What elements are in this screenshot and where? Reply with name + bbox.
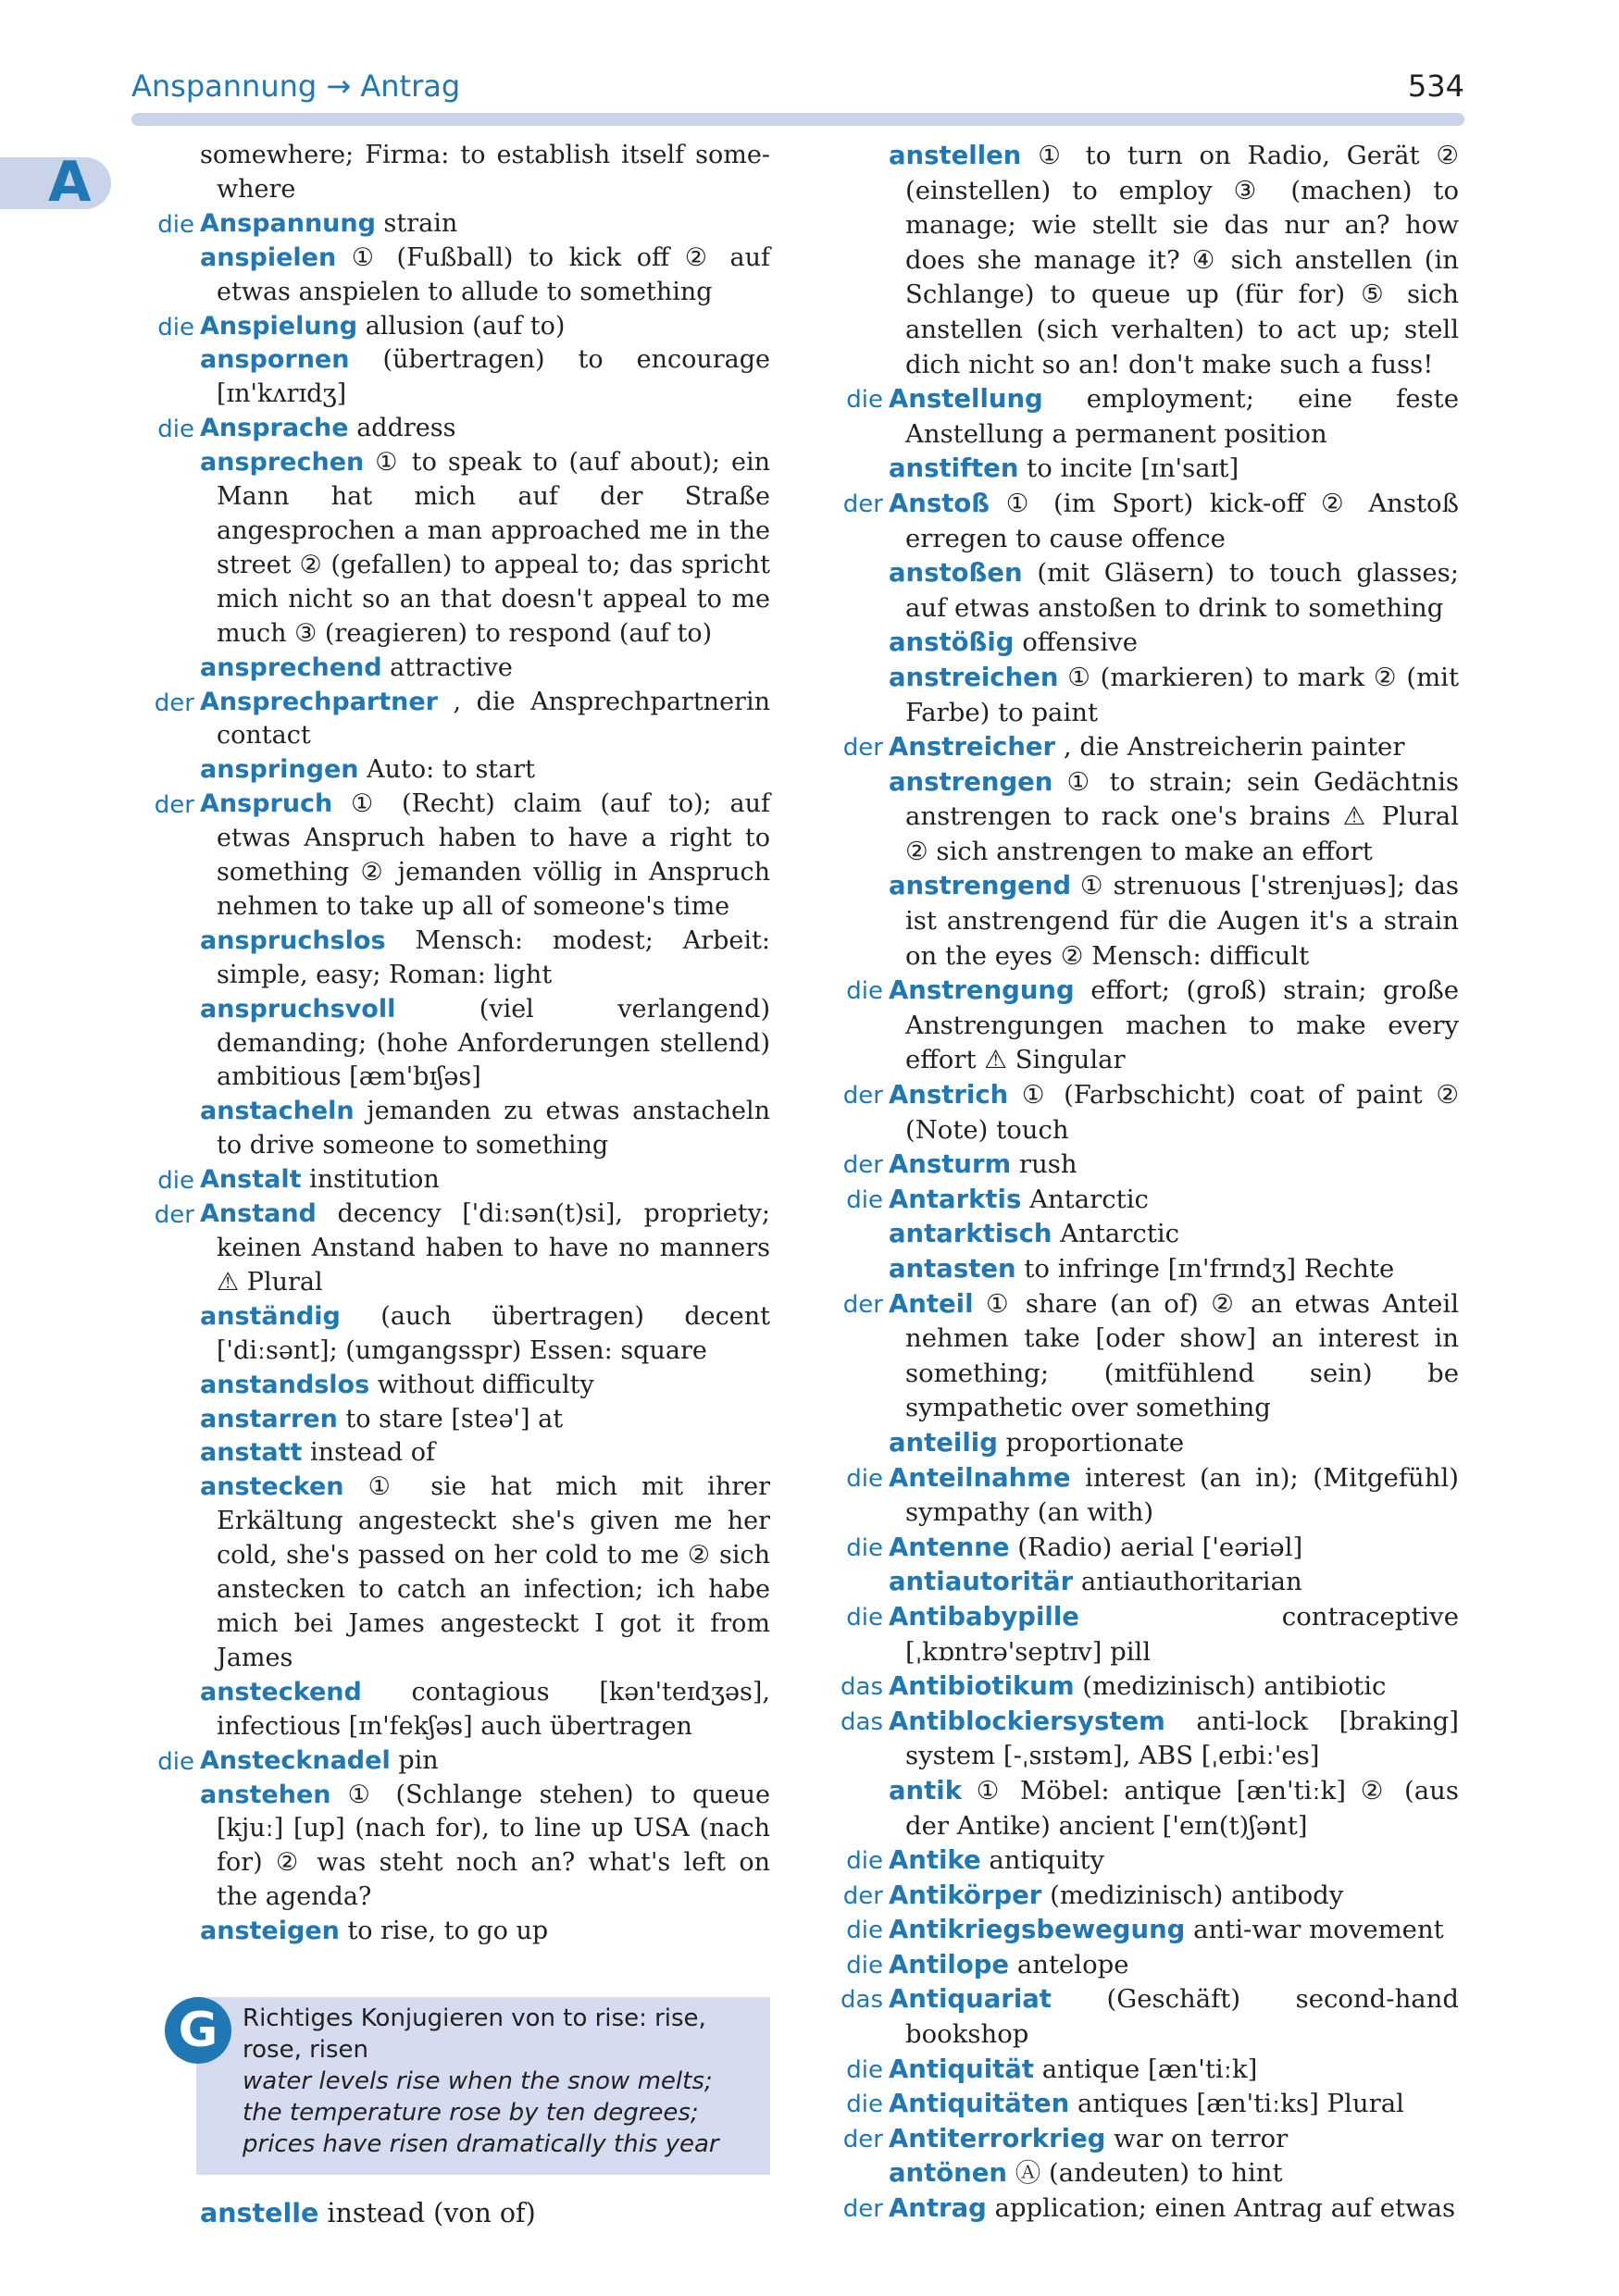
article: das — [841, 1707, 883, 1736]
headword: anstandslos — [200, 1370, 370, 1399]
dictionary-entry — [820, 1426, 1459, 1461]
dictionary-entry — [131, 1095, 770, 1163]
definition: offensive — [1022, 627, 1138, 658]
headword: Anspielung — [200, 311, 358, 341]
headword: Antrag — [889, 2193, 987, 2224]
entry-body — [889, 1183, 1459, 1218]
definition: institution — [309, 1165, 440, 1195]
definition: (medizinisch) antibody — [1050, 1880, 1344, 1910]
article: die — [846, 1603, 883, 1632]
entry-body — [889, 765, 1459, 870]
definition: ① strenuous ['strenjuəs]; das ist anstrengend für die Augen it's a strain on the eyes ② Mensch: difficult — [905, 871, 1459, 971]
definition: (Radio) aerial ['eəriəl] — [1017, 1532, 1303, 1562]
article: der — [842, 2125, 883, 2153]
definition: effort; (groß) strain; große Anstrengungen machen to make every effort ⚠ Singular — [905, 975, 1459, 1075]
dictionary-entry — [820, 382, 1459, 452]
headword: Anstand — [200, 1199, 317, 1229]
definition: ① share (an of) ② an etwas Anteil nehmen take [oder show] an interest in something; (mitfühlend sein) be sympathetic over something — [905, 1288, 1459, 1423]
article: die — [846, 1185, 883, 1214]
dictionary-entry — [131, 2195, 770, 2231]
headword: anspruchsvoll — [200, 994, 396, 1024]
dictionary-entry — [820, 765, 1459, 870]
entry-body — [200, 788, 770, 925]
grammar-example: water levels rise when the snow melts; — [243, 2067, 713, 2095]
definition: ① (im Sport) kick-off ② Anstoß erregen to cause offence — [905, 488, 1459, 553]
dictionary-entry — [820, 1948, 1459, 1983]
entry-body — [889, 1252, 1459, 1287]
entry-body — [889, 1565, 1459, 1600]
article: der — [154, 791, 194, 820]
entry-body — [889, 1148, 1459, 1183]
headword: Anstalt — [200, 1165, 302, 1195]
entry-body — [889, 1217, 1459, 1252]
headword: ansprechend — [200, 652, 382, 682]
grammar-example: the temperature rose by ten degrees; — [243, 2099, 699, 2127]
headword: Anstoß — [889, 488, 990, 518]
definition: pin — [398, 1745, 439, 1775]
definition: ① Möbel: antique [æn'tiːk] ② (aus der Antike) ancient ['eɪn(t)ʃənt] — [905, 1775, 1459, 1841]
entry-body — [889, 139, 1459, 382]
dictionary-entry — [131, 1676, 770, 1744]
entry-body — [200, 925, 770, 993]
definition: jemanden zu etwas anstacheln to drive someone to something — [217, 1097, 770, 1160]
entry-body — [889, 1287, 1459, 1426]
dictionary-entry — [131, 652, 770, 686]
headword: Anteilnahme — [889, 1462, 1071, 1493]
definition: somewhere; Firma: to establish itself some-where — [200, 141, 770, 204]
headword: Anspruch — [200, 789, 333, 819]
dictionary-entry — [131, 686, 770, 754]
entry-body — [889, 1078, 1459, 1148]
headword: Anstecknadel — [200, 1745, 391, 1775]
entry-body — [200, 412, 770, 446]
entry-body — [889, 661, 1459, 730]
definition: interest (an in); (Mitgefühl) sympathy (an with) — [905, 1462, 1459, 1528]
dictionary-entry — [820, 1774, 1459, 1843]
article: die — [157, 313, 194, 341]
headword: antik — [889, 1775, 962, 1806]
dictionary-entry — [820, 2087, 1459, 2122]
dictionary-entry — [820, 1078, 1459, 1148]
page-header — [131, 65, 1464, 118]
entry-body — [889, 1531, 1459, 1566]
definition: Mensch: modest; Arbeit: simple, easy; Roman: light — [217, 925, 770, 989]
headword: anstreichen — [889, 662, 1059, 692]
article: der — [842, 734, 883, 763]
grammar-intro: Richtiges Konjugieren von to rise: rise, rose, risen — [243, 2004, 706, 2064]
entry-body — [889, 487, 1459, 556]
definition: strain — [383, 208, 458, 238]
headword: anspielen — [200, 242, 337, 272]
definition: attractive — [390, 652, 513, 682]
entry-body — [889, 1879, 1459, 1914]
headword: Antiquität — [889, 2054, 1034, 2084]
article: der — [842, 1082, 883, 1111]
headword: Antibiotikum — [889, 1671, 1075, 1702]
entry-body — [889, 974, 1459, 1078]
definition: ① (markieren) to mark ② (mit Farbe) to paint — [905, 662, 1459, 727]
dictionary-entry — [820, 487, 1459, 556]
headword: Antiquitäten — [889, 2089, 1070, 2119]
entry-body — [889, 2122, 1459, 2157]
dictionary-entry — [131, 925, 770, 993]
article: der — [842, 1290, 883, 1319]
left-tail-entry — [131, 2195, 770, 2231]
headword: Anstrich — [889, 1080, 1009, 1111]
dictionary-entry — [131, 1163, 770, 1198]
article: die — [157, 210, 194, 239]
definition: antelope — [1016, 1949, 1129, 1980]
article: der — [842, 1151, 883, 1180]
dictionary-entry — [820, 2156, 1459, 2191]
definition: (Geschäft) second-hand bookshop — [905, 1984, 1459, 2050]
entry-body — [889, 1705, 1459, 1774]
entry-body — [200, 1198, 770, 1300]
article: die — [846, 386, 883, 415]
dictionary-entry — [131, 310, 770, 344]
definition: anti-lock [braking] system [-ˌsɪstəm], ABS [ˌeɪbiː'es] — [905, 1706, 1459, 1771]
definition: Auto: to start — [367, 755, 536, 785]
entry-body — [889, 1600, 1459, 1669]
headword: Antike — [889, 1845, 981, 1876]
definition: to rise, to go up — [347, 1917, 549, 1946]
definition: antiques [æn'tiːks] Plural — [1077, 2089, 1404, 2119]
headword: anstehen — [200, 1780, 331, 1809]
headword: Antilope — [889, 1949, 1010, 1980]
dictionary-entry — [131, 753, 770, 788]
headword: Anspannung — [200, 208, 376, 238]
right-column — [820, 139, 1459, 2227]
entry-body — [889, 2156, 1459, 2191]
dictionary-entry — [820, 626, 1459, 661]
definition: Antarctic — [1060, 1219, 1180, 1249]
headword: anstelle — [200, 2198, 319, 2228]
definition: ① to turn on Radio, Gerät ② (einstellen) to employ ③ (machen) to manage; wie stellt sie das nur an? how does she manage it? ④ sich anstellen (in Schlange) to queue up (für for) ⑤ sich anstellen (sich verhalten) to act up; stell dich nicht so an! don't make such a fuss! — [905, 141, 1460, 379]
headword: anspruchslos — [200, 925, 386, 955]
dictionary-entry — [131, 1915, 770, 1949]
grammar-example: prices have risen dramatically this year — [243, 2130, 719, 2158]
headword: anstellen — [889, 141, 1022, 170]
definition: allusion (auf to) — [365, 311, 566, 341]
headword: antarktisch — [889, 1219, 1052, 1249]
headword: Antenne — [889, 1532, 1010, 1562]
article: die — [846, 1951, 883, 1980]
grammar-icon: G — [165, 1997, 231, 2064]
article: das — [841, 1673, 883, 1702]
entry-body — [200, 1744, 770, 1779]
dictionary-entry — [820, 1705, 1459, 1774]
definition: address — [356, 414, 456, 443]
definition: ① to speak to (auf about); ein Mann hat mich auf der Straße angesprochen a man approached me in the street ② (gefallen) to appeal to; das spricht mich nicht so an that doesn't appeal to me much ③ (reagieren) to respond (auf to) — [217, 448, 770, 648]
headword: anstarren — [200, 1404, 338, 1433]
entry-body — [200, 139, 770, 207]
dictionary-entry — [820, 661, 1459, 730]
article: die — [846, 2055, 883, 2084]
dictionary-entry — [131, 993, 770, 1096]
dictionary-entry — [820, 1461, 1459, 1531]
dictionary-entry — [131, 446, 770, 651]
definition: antique [æn'tiːk] — [1041, 2054, 1258, 2084]
dictionary-entry — [820, 2053, 1459, 2088]
headword: anspornen — [200, 345, 350, 375]
headword: anspringen — [200, 755, 359, 785]
dictionary-entry — [131, 1436, 770, 1471]
article: die — [846, 1847, 883, 1876]
entry-body — [889, 452, 1459, 487]
entry-body — [200, 993, 770, 1096]
headword: Antiquariat — [889, 1984, 1052, 2015]
headword: antasten — [889, 1254, 1016, 1284]
dictionary-entry — [820, 1252, 1459, 1287]
definition: proportionate — [1005, 1427, 1185, 1458]
dictionary-entry — [820, 139, 1459, 382]
headword: antiautoritär — [889, 1567, 1074, 1597]
definition: to incite [ɪn'saɪt] — [1027, 453, 1239, 484]
entry-body — [889, 1774, 1459, 1843]
dictionary-entry — [131, 788, 770, 925]
article: die — [157, 1747, 194, 1776]
dictionary-entry — [820, 1982, 1459, 2052]
definition: Antarctic — [1029, 1184, 1149, 1214]
article: der — [842, 1881, 883, 1910]
entry-body — [200, 1779, 770, 1916]
entry-body — [200, 686, 770, 754]
entry-body — [200, 753, 770, 788]
entry-body — [200, 1403, 770, 1437]
entry-body — [889, 869, 1459, 974]
dictionary-entry — [131, 242, 770, 310]
headword: Antikörper — [889, 1880, 1042, 1910]
left-column — [131, 139, 770, 1949]
page-number: 534 — [1407, 68, 1464, 104]
headword: Antibabypille — [889, 1601, 1079, 1632]
entry-body — [889, 1913, 1459, 1948]
article: die — [157, 1167, 194, 1196]
entry-body — [889, 2053, 1459, 2088]
headword: anstiften — [889, 453, 1019, 484]
entry-body — [889, 556, 1459, 626]
grammar-text — [243, 2003, 761, 2160]
dictionary-entry — [820, 1287, 1459, 1426]
dictionary-entry — [131, 1369, 770, 1403]
entry-body — [200, 1915, 770, 1949]
headword: anstößig — [889, 627, 1015, 658]
article: der — [154, 689, 194, 717]
definition: (mit Gläsern) to touch glasses; auf etwas anstoßen to drink to something — [905, 558, 1459, 623]
entry-body — [889, 1948, 1459, 1983]
headword: anstacheln — [200, 1097, 355, 1126]
entry-body — [889, 2191, 1459, 2227]
headword: anstrengend — [889, 871, 1072, 901]
entry-body — [889, 1982, 1459, 2052]
headword: Ansturm — [889, 1149, 1012, 1180]
definition: instead (von of) — [327, 2198, 536, 2228]
entry-body — [200, 310, 770, 344]
entry-body — [889, 1426, 1459, 1461]
entry-body — [200, 1163, 770, 1198]
article: die — [846, 977, 883, 1006]
entry-body — [889, 626, 1459, 661]
dictionary-entry — [131, 1300, 770, 1369]
headword: ansteckend — [200, 1677, 362, 1706]
dictionary-entry — [820, 1843, 1459, 1879]
headword: Ansprechpartner — [200, 687, 438, 716]
dictionary-entry — [820, 869, 1459, 974]
article: das — [841, 1986, 883, 2015]
article: die — [846, 1533, 883, 1562]
headword: anteilig — [889, 1427, 998, 1458]
dictionary-entry — [820, 1600, 1459, 1669]
article: der — [842, 2195, 883, 2224]
dictionary-entry — [820, 1183, 1459, 1218]
headword: Antiterrorkrieg — [889, 2123, 1106, 2153]
entry-body — [889, 730, 1459, 765]
dictionary-entry — [131, 1744, 770, 1779]
definition: application; einen Antrag auf etwas — [994, 2193, 1456, 2224]
definition: ① (Schlange stehen) to queue [kjuː] [up] (nach for), to line up USA (nach for) ② was steht noch an? what's left on the agenda? — [217, 1780, 770, 1912]
dictionary-entry — [131, 207, 770, 242]
entry-body — [200, 1369, 770, 1403]
entry-body — [889, 2087, 1459, 2122]
definition: , die Anstreicherin painter — [1063, 732, 1405, 763]
dictionary-entry — [820, 1217, 1459, 1252]
headword: Anstreicher — [889, 732, 1056, 763]
headword: ansteigen — [200, 1917, 340, 1946]
dictionary-entry — [131, 412, 770, 446]
headword: Anstrengung — [889, 975, 1075, 1006]
definition: ① sie hat mich mit ihrer Erkältung angesteckt she's given me her cold, she's passed on her cold to me ② sich anstecken to catch an infection; ich habe mich bei James angesteckt I got it from James — [217, 1472, 770, 1672]
article: die — [846, 1464, 883, 1493]
dictionary-entry — [820, 2122, 1459, 2157]
header-rule — [131, 113, 1464, 126]
article: der — [842, 490, 883, 518]
dictionary-entry — [131, 1471, 770, 1675]
headword: Ansprache — [200, 414, 349, 443]
section-letter: A — [48, 150, 92, 215]
definition: (auch übertragen) decent ['diːsənt]; (umgangsspr) Essen: square — [217, 1301, 770, 1365]
entry-body — [200, 652, 770, 686]
definition: (viel verlangend) demanding; (hohe Anforderungen stellend) ambitious [æm'bɪʃəs] — [217, 994, 770, 1092]
definition: instead of — [310, 1438, 435, 1468]
definition: employment; eine feste Anstellung a permanent position — [905, 384, 1459, 449]
dictionary-entry — [820, 1565, 1459, 1600]
dictionary-entry — [820, 556, 1459, 626]
definition: to stare [steə'] at — [345, 1404, 564, 1433]
entry-body — [200, 242, 770, 310]
definition: without difficulty — [377, 1370, 594, 1399]
definition: contagious [kən'teɪdʒəs], infectious [ɪn'fekʃəs] auch übertragen — [217, 1677, 770, 1741]
headword: Anstellung — [889, 384, 1043, 415]
entry-body — [889, 382, 1459, 452]
definition: (medizinisch) antibiotic — [1082, 1671, 1387, 1702]
definition: , die Ansprechpartnerin contact — [217, 687, 770, 751]
headword: Antikriegsbewegung — [889, 1915, 1186, 1945]
dictionary-entry — [820, 730, 1459, 765]
headword: Antiblockiersystem — [889, 1706, 1165, 1736]
entry-body — [200, 1300, 770, 1369]
article: die — [846, 1917, 883, 1945]
entry-body — [200, 207, 770, 242]
entry-body — [889, 1669, 1459, 1705]
definition: war on terror — [1114, 2123, 1289, 2153]
definition: anti-war movement — [1193, 1915, 1444, 1945]
dictionary-entry — [820, 974, 1459, 1078]
headword: anständig — [200, 1301, 341, 1331]
dictionary-entry — [820, 1669, 1459, 1705]
headword: antönen — [889, 2158, 1007, 2189]
section-letter-tab — [0, 150, 111, 215]
dictionary-entry — [820, 1531, 1459, 1566]
definition: to infringe [ɪn'frɪndʒ] Rechte — [1024, 1254, 1395, 1284]
entry-body — [200, 1436, 770, 1471]
dictionary-entry — [131, 343, 770, 412]
definition: Ⓐ (andeuten) to hint — [1015, 2158, 1283, 2189]
definition: rush — [1018, 1149, 1077, 1180]
definition: decency ['diːsən(t)si], propriety; keinen Anstand haben to have no manners ⚠ Plural — [217, 1199, 770, 1297]
headword: anstrengen — [889, 766, 1053, 797]
dictionary-entry — [820, 2191, 1459, 2227]
definition: antiquity — [989, 1845, 1105, 1876]
dictionary-entry — [820, 1148, 1459, 1183]
entry-body — [200, 1095, 770, 1163]
dictionary-entry — [131, 1403, 770, 1437]
definition: antiauthoritarian — [1080, 1567, 1302, 1597]
dictionary-entry — [820, 1913, 1459, 1948]
dictionary-entry — [131, 1198, 770, 1300]
dictionary-entry — [131, 139, 770, 207]
headword: Antarktis — [889, 1184, 1022, 1214]
headword: anstecken — [200, 1472, 344, 1502]
article: die — [157, 416, 194, 444]
definition: ① to strain; sein Gedächtnis anstrengen to rack one's brains ⚠ Plural ② sich anstrengen to make an effort — [905, 766, 1459, 866]
entry-body — [200, 343, 770, 412]
headword: ansprechen — [200, 448, 365, 478]
entry-body — [200, 1676, 770, 1744]
definition: ① (Fußball) to kick off ② auf etwas anspielen to allude to something — [217, 242, 770, 306]
definition: contraceptive [ˌkɒntrə'septɪv] pill — [905, 1601, 1459, 1667]
definition: (übertragen) to encourage [ɪn'kʌrɪdʒ] — [217, 345, 770, 409]
dictionary-entry — [131, 1779, 770, 1916]
running-head: Anspannung → Antrag — [131, 68, 461, 104]
headword: anstatt — [200, 1438, 303, 1468]
article: die — [846, 2091, 883, 2119]
definition: ① (Farbschicht) coat of paint ② (Note) touch — [905, 1080, 1459, 1145]
dictionary-entry — [820, 1879, 1459, 1914]
entry-body — [889, 1461, 1459, 1531]
headword: anstoßen — [889, 558, 1023, 589]
headword: Anteil — [889, 1288, 974, 1319]
entry-body — [200, 446, 770, 651]
article: der — [154, 1201, 194, 1230]
entry-body — [889, 1843, 1459, 1879]
dictionary-entry — [820, 452, 1459, 487]
entry-body — [200, 1471, 770, 1675]
definition: ① (Recht) claim (auf to); auf etwas Anspruch haben to have a right to something ② jemanden völlig in Anspruch nehmen to take up all of someone's time — [217, 789, 770, 921]
